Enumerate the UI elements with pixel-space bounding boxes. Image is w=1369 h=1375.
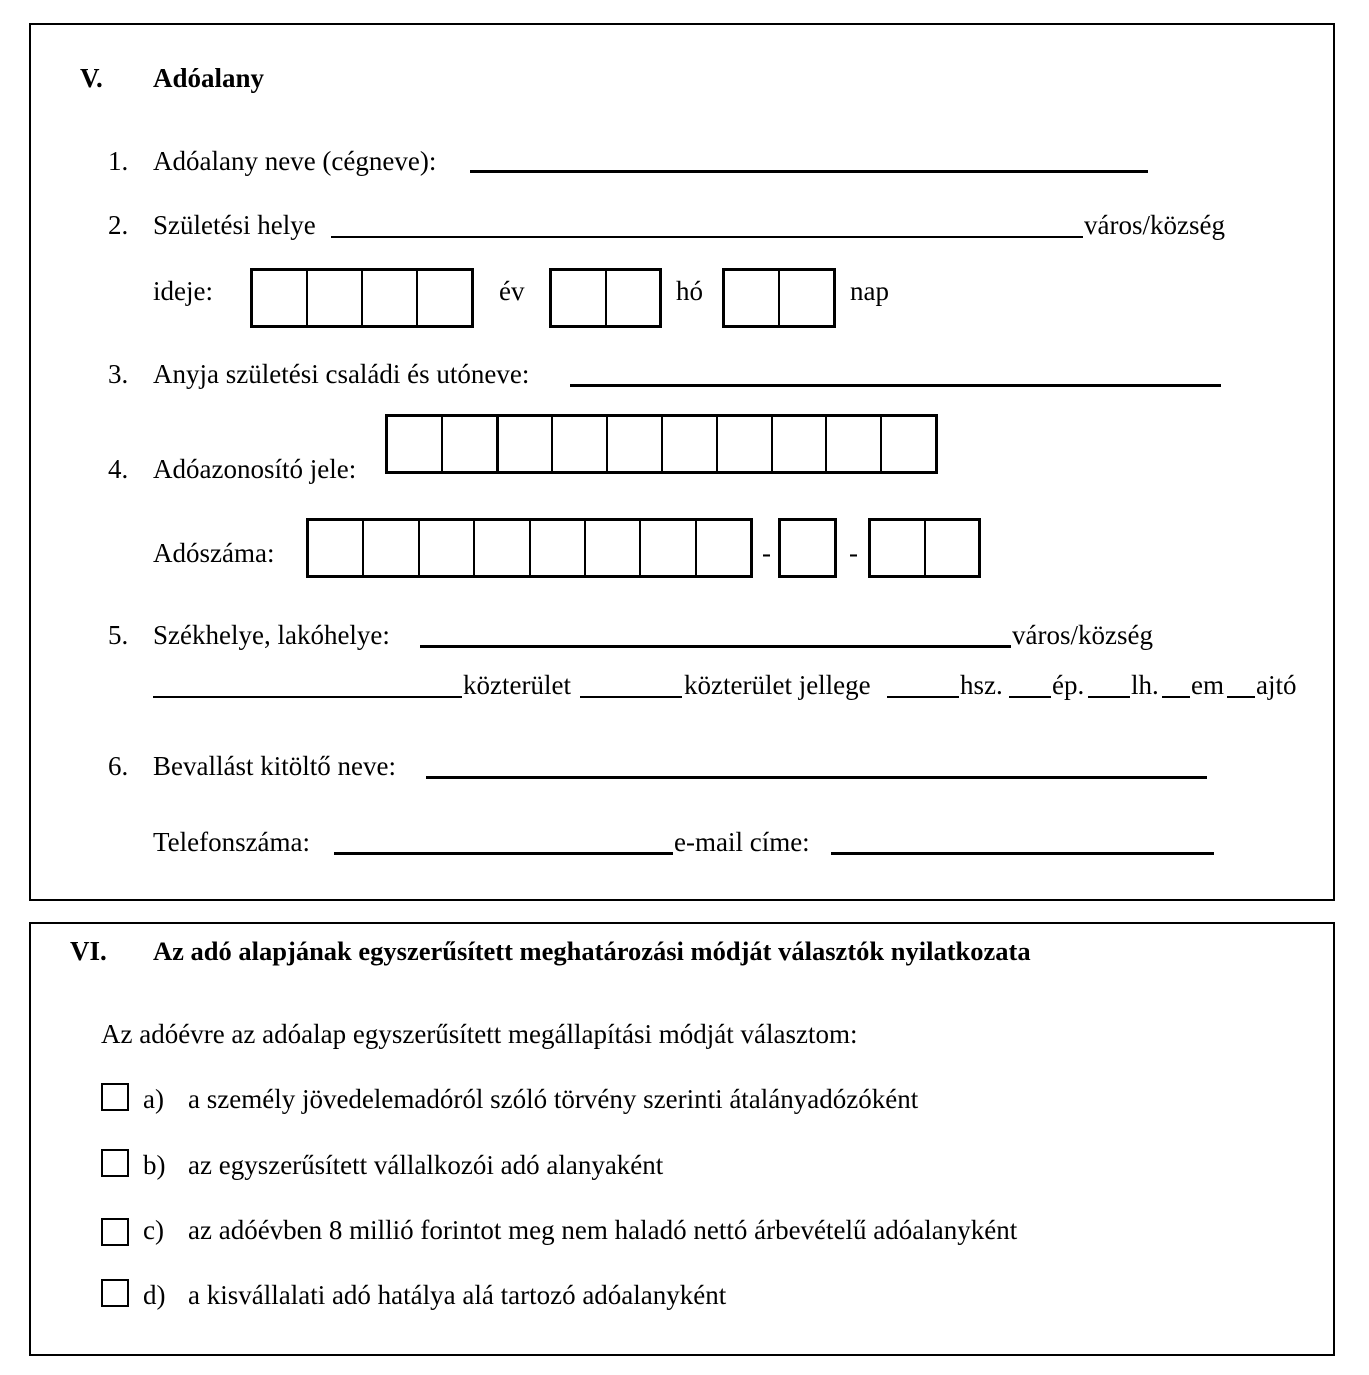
street-type-field[interactable] <box>582 666 680 696</box>
phone-field[interactable] <box>336 822 671 852</box>
birth-year-digit-box[interactable] <box>418 271 471 325</box>
door-line <box>1227 696 1255 698</box>
mother-name-line <box>570 384 1221 387</box>
birth-month-digit-box[interactable] <box>552 271 607 325</box>
street-type-line <box>580 696 682 698</box>
birth-year-digit-box[interactable] <box>363 271 418 325</box>
filler-name-label: Bevallást kitöltő neve: <box>153 751 396 781</box>
floor-line <box>1162 696 1190 698</box>
item-1-number: 1. <box>108 146 129 176</box>
email-field[interactable] <box>833 822 1212 852</box>
company-name-line <box>470 170 1148 173</box>
option-a-text: a személy jövedelemadóról szóló törvény szerinti átalányadózóként <box>188 1084 919 1114</box>
birth-day-boxes[interactable] <box>722 268 836 328</box>
birth-month-boxes[interactable] <box>549 268 662 328</box>
option-b-text: az egyszerűsített vállalkozói adó alanyaként <box>188 1150 664 1180</box>
house-number-line <box>887 696 959 698</box>
tax-number-digit-box[interactable] <box>926 521 979 575</box>
tax-id-digit-box[interactable] <box>718 417 773 471</box>
option-b-checkbox[interactable] <box>101 1149 129 1177</box>
tax-number-dash-2: - <box>849 538 858 568</box>
building-label: ép. <box>1052 670 1085 700</box>
birth-day-digit-box[interactable] <box>780 271 833 325</box>
election-intro: Az adóévre az adóalap egyszerűsített megállapítási módját választom: <box>101 1019 858 1049</box>
street-name-line <box>153 696 462 698</box>
option-d-letter: d) <box>143 1280 166 1310</box>
phone-line <box>334 852 673 855</box>
mother-name-label: Anyja születési családi és utóneve: <box>153 359 530 389</box>
street-label: közterület <box>463 670 571 700</box>
tax-id-boxes[interactable] <box>385 414 938 474</box>
birthplace-field[interactable] <box>333 206 1081 236</box>
tax-id-digit-box[interactable] <box>608 417 663 471</box>
tax-number-digit-box[interactable] <box>871 521 926 575</box>
section-v-title: Adóalany <box>153 63 265 93</box>
tax-id-digit-box[interactable] <box>882 417 935 471</box>
birth-year-boxes[interactable] <box>250 268 474 328</box>
tax-number-county-boxes[interactable] <box>868 518 981 578</box>
staircase-line <box>1088 696 1130 698</box>
item-3-number: 3. <box>108 359 129 389</box>
item-4-number: 4. <box>108 454 129 484</box>
street-name-field[interactable] <box>155 666 460 696</box>
birth-year-digit-box[interactable] <box>253 271 308 325</box>
seat-label: Székhelye, lakóhelye: <box>153 620 390 650</box>
tax-number-digit-box[interactable] <box>309 521 364 575</box>
filler-name-field[interactable] <box>428 746 1205 776</box>
section-vi-title: Az adó alapjának egyszerűsített meghatározási módját választók nyilatkozata <box>153 936 1031 966</box>
day-label: nap <box>850 276 889 306</box>
building-line <box>1009 696 1051 698</box>
tax-number-digit-box[interactable] <box>420 521 475 575</box>
building-field[interactable] <box>1011 666 1049 696</box>
option-c-letter: c) <box>143 1215 164 1245</box>
option-c-checkbox[interactable] <box>101 1218 129 1246</box>
house-number-field[interactable] <box>889 666 957 696</box>
tax-number-label: Adószáma: <box>153 538 275 568</box>
birthplace-label: Születési helye <box>153 210 316 240</box>
tax-id-digit-box[interactable] <box>388 417 443 471</box>
item-2-number: 2. <box>108 210 129 240</box>
tax-number-digit-box[interactable] <box>531 521 586 575</box>
section-v-number: V. <box>80 63 103 93</box>
section-vi-number: VI. <box>70 936 107 966</box>
tax-id-label: Adóazonosító jele: <box>153 454 357 484</box>
mother-name-field[interactable] <box>572 354 1219 384</box>
tax-number-vat-box[interactable] <box>778 518 837 578</box>
floor-label: em <box>1191 670 1224 700</box>
item-6-number: 6. <box>108 751 129 781</box>
seat-city-field[interactable] <box>422 615 1009 645</box>
tax-number-digit-box[interactable] <box>586 521 641 575</box>
house-number-label: hsz. <box>960 670 1003 700</box>
tax-id-digit-box[interactable] <box>443 417 499 471</box>
tax-number-digit-box[interactable] <box>781 521 834 575</box>
option-d-text: a kisvállalati adó hatálya alá tartozó adóalanyként <box>188 1280 727 1310</box>
email-label: e-mail címe: <box>674 827 810 857</box>
item-5-number: 5. <box>108 620 129 650</box>
filler-name-line <box>426 776 1207 779</box>
tax-id-digit-box[interactable] <box>499 417 554 471</box>
floor-field[interactable] <box>1164 666 1188 696</box>
option-a-letter: a) <box>143 1084 164 1114</box>
seat-city-line <box>420 645 1011 648</box>
option-c-text: az adóévben 8 millió forintot meg nem haladó nettó árbevételű adóalanyként <box>188 1215 1018 1245</box>
tax-number-dash-1: - <box>762 538 771 568</box>
birthplace-suffix: város/község <box>1084 210 1225 240</box>
tax-id-digit-box[interactable] <box>827 417 882 471</box>
seat-city-suffix: város/község <box>1012 620 1153 650</box>
tax-number-digit-box[interactable] <box>697 521 750 575</box>
tax-number-digit-box[interactable] <box>364 521 419 575</box>
tax-id-digit-box[interactable] <box>773 417 828 471</box>
month-label: hó <box>676 276 703 306</box>
staircase-field[interactable] <box>1090 666 1128 696</box>
tax-id-digit-box[interactable] <box>553 417 608 471</box>
company-name-field[interactable] <box>472 140 1146 170</box>
staircase-label: lh. <box>1131 670 1159 700</box>
birth-month-digit-box[interactable] <box>607 271 660 325</box>
birthdate-label: ideje: <box>153 276 213 306</box>
option-d-checkbox[interactable] <box>101 1279 129 1307</box>
tax-number-main-boxes[interactable] <box>306 518 753 578</box>
option-b-letter: b) <box>143 1150 166 1180</box>
option-a-checkbox[interactable] <box>101 1083 129 1111</box>
door-field[interactable] <box>1229 666 1253 696</box>
phone-label: Telefonszáma: <box>153 827 311 857</box>
year-label: év <box>499 276 525 306</box>
tax-number-digit-box[interactable] <box>641 521 696 575</box>
tax-id-digit-box[interactable] <box>663 417 718 471</box>
birth-day-digit-box[interactable] <box>725 271 780 325</box>
door-label: ajtó <box>1256 670 1297 700</box>
tax-number-digit-box[interactable] <box>475 521 530 575</box>
item-1-label: Adóalany neve (cégneve): <box>153 146 437 176</box>
birthplace-line <box>331 236 1083 238</box>
email-line <box>831 852 1214 855</box>
street-type-label: közterület jellege <box>684 670 871 700</box>
birth-year-digit-box[interactable] <box>308 271 363 325</box>
